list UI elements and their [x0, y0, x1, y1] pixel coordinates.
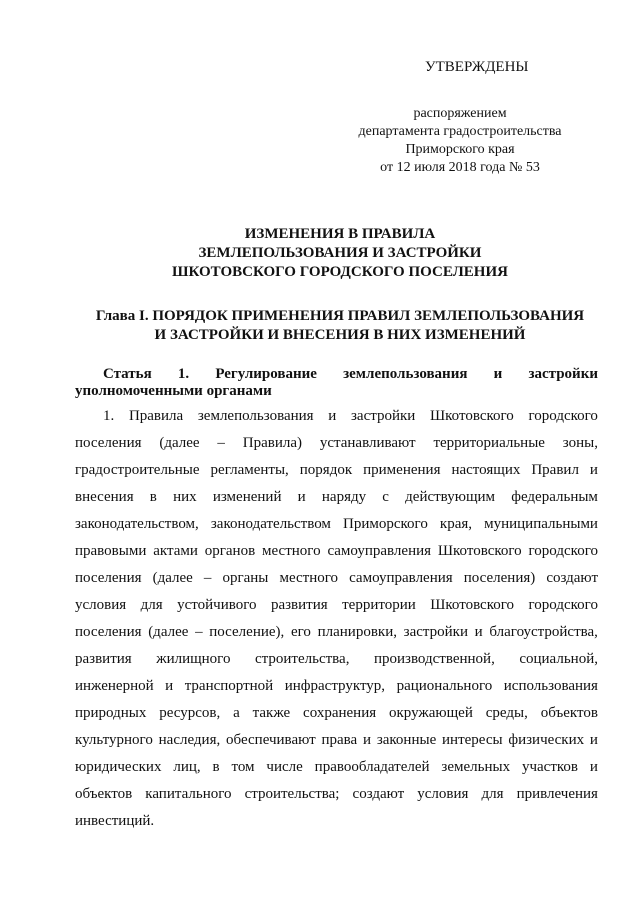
- paragraph-word: применения: [363, 462, 441, 478]
- paragraph-word: зоны,: [562, 435, 598, 451]
- paragraph-word: инфраструктур,: [284, 678, 386, 694]
- paragraph-word: внесения: [75, 489, 134, 505]
- title-line: ШКОТОВСКОГО ГОРОДСКОГО ПОСЕЛЕНИЯ: [172, 264, 508, 280]
- paragraph-word: застройки: [403, 624, 468, 640]
- paragraph-word: строительства,: [254, 651, 350, 667]
- paragraph-word: для: [481, 786, 504, 802]
- paragraph-word: юридических: [75, 759, 162, 775]
- paragraph-word: федеральным: [511, 489, 598, 505]
- paragraph-word: законные: [376, 732, 437, 748]
- paragraph-word: законодательством,: [75, 516, 199, 532]
- paragraph-word: и: [474, 624, 483, 640]
- paragraph-word: (далее: [159, 435, 200, 451]
- paragraph-word: Шкотовского: [437, 543, 522, 559]
- approval-details: [330, 105, 590, 177]
- paragraph-word: создают: [546, 570, 598, 586]
- paragraph-word: развития: [270, 597, 328, 613]
- paragraph-word: градостроительные: [75, 462, 200, 478]
- paragraph-word: в: [149, 489, 157, 505]
- paragraph-word: создают: [352, 786, 405, 802]
- article-heading-word: землепользования: [343, 366, 468, 382]
- paragraph-line: [75, 808, 598, 835]
- paragraph-word: территории: [342, 597, 416, 613]
- approval-stamp-heading: УТВЕРЖДЕНЫ: [425, 59, 529, 75]
- paragraph-word: Шкотовского: [430, 597, 515, 613]
- document-title: [80, 225, 600, 282]
- paragraph-word: Правила: [128, 408, 184, 424]
- paragraph-word: в: [212, 759, 220, 775]
- paragraph-word: Правил: [531, 462, 579, 478]
- paragraph-line: [75, 781, 598, 808]
- paragraph-line: [75, 403, 598, 430]
- paragraph-word: развития: [75, 651, 132, 667]
- paragraph-word: планировки,: [317, 624, 397, 640]
- paragraph-body: [75, 403, 598, 835]
- paragraph-word: и: [297, 489, 306, 505]
- approval-date-line: от 12 июля 2018 года № 53: [380, 160, 540, 175]
- paragraph-word: правовыми: [75, 543, 147, 559]
- paragraph-word: органов: [204, 543, 256, 559]
- article-heading: [75, 366, 598, 400]
- paragraph-word: территориальные: [433, 435, 545, 451]
- paragraph-word: поселения: [75, 624, 142, 640]
- paragraph-word: для: [140, 597, 163, 613]
- paragraph-word: интересы: [442, 732, 503, 748]
- paragraph-word: городского: [528, 597, 598, 613]
- article-heading-line-1: [75, 366, 598, 383]
- paragraph-line: [75, 484, 598, 511]
- paragraph-word: регламенты,: [210, 462, 289, 478]
- paragraph-word: Приморского: [343, 516, 428, 532]
- paragraph-word: рационального: [396, 678, 493, 694]
- paragraph-word: природных: [75, 705, 147, 721]
- paragraph-word: наследия,: [158, 732, 221, 748]
- paragraph-line: [75, 457, 598, 484]
- paragraph-word: транспортной: [184, 678, 274, 694]
- title-line: ЗЕМЛЕПОЛЬЗОВАНИЯ И ЗАСТРОЙКИ: [198, 245, 482, 261]
- paragraph-line: [75, 592, 598, 619]
- paragraph-word: лиц,: [173, 759, 201, 775]
- paragraph-word: устойчивого: [177, 597, 257, 613]
- paragraph-word: земельных: [441, 759, 511, 775]
- paragraph-word: права: [321, 732, 358, 748]
- paragraph-word: Правила): [242, 435, 302, 451]
- paragraph-word: инженерной: [75, 678, 154, 694]
- paragraph-line: [75, 511, 598, 538]
- paragraph-word: производственной,: [373, 651, 495, 667]
- paragraph-word: физических: [508, 732, 585, 748]
- article-heading-line-2: уполномоченными органами: [75, 383, 272, 399]
- paragraph-word: и: [589, 759, 598, 775]
- paragraph-word: и: [165, 678, 174, 694]
- approval-line: департамента градостроительства: [358, 124, 562, 139]
- approval-line: Приморского края: [405, 142, 515, 157]
- paragraph-line: [75, 430, 598, 457]
- paragraph-word: обеспечивают: [226, 732, 316, 748]
- paragraph-word: его: [290, 624, 311, 640]
- chapter-line: Глава I. ПОРЯДОК ПРИМЕНЕНИЯ ПРАВИЛ ЗЕМЛЕПОЛЬЗОВАНИЯ: [95, 308, 585, 324]
- paragraph-line: [75, 565, 598, 592]
- paragraph-word: объектов: [75, 786, 133, 802]
- paragraph-word: порядок: [299, 462, 353, 478]
- paragraph-word: окружающей: [389, 705, 473, 721]
- article-heading-word: Регулирование: [215, 366, 317, 382]
- paragraph-word: объектов: [540, 705, 598, 721]
- paragraph-word: культурного: [75, 732, 153, 748]
- paragraph-word: с: [382, 489, 389, 505]
- paragraph-word: органы: [222, 570, 269, 586]
- paragraph-word: инвестиций.: [75, 813, 155, 829]
- paragraph-word: капитального: [145, 786, 232, 802]
- paragraph-word: застройки: [351, 408, 416, 424]
- paragraph-word: настоящих: [451, 462, 521, 478]
- paragraph-word: и: [363, 732, 372, 748]
- paragraph-word: а: [233, 705, 240, 721]
- paragraph-word: –: [203, 570, 212, 586]
- paragraph-line: [75, 700, 598, 727]
- paragraph-word: городского: [528, 543, 598, 559]
- paragraph-word: актами: [153, 543, 198, 559]
- paragraph-line: [75, 538, 598, 565]
- paragraph-word: края,: [439, 516, 473, 532]
- article-heading-word: 1.: [177, 366, 190, 382]
- paragraph-word: строительства;: [244, 786, 340, 802]
- paragraph-word: привлечения: [516, 786, 598, 802]
- paragraph-word: муниципальными: [484, 516, 598, 532]
- paragraph-word: том: [231, 759, 255, 775]
- paragraph-word: социальной,: [519, 651, 598, 667]
- paragraph-word: условия: [417, 786, 469, 802]
- paragraph-word: и: [589, 462, 598, 478]
- paragraph-word: и: [328, 408, 337, 424]
- title-line: ИЗМЕНЕНИЯ В ПРАВИЛА: [244, 226, 436, 242]
- chapter-heading: [80, 307, 600, 345]
- paragraph-word: местного: [279, 570, 338, 586]
- paragraph-word: действующим: [405, 489, 496, 505]
- paragraph-word: поселения): [463, 570, 536, 586]
- paragraph-word: (далее: [152, 570, 193, 586]
- paragraph-word: 1.: [103, 408, 115, 424]
- paragraph-word: самоуправления: [349, 570, 453, 586]
- paragraph-word: изменений: [212, 489, 282, 505]
- paragraph-word: участков: [521, 759, 578, 775]
- paragraph-word: –: [195, 624, 203, 640]
- article-heading-word: и: [493, 366, 503, 382]
- paragraph-word: поселения: [75, 435, 142, 451]
- paragraph-word: них: [173, 489, 197, 505]
- paragraph-word: законодательством: [210, 516, 331, 532]
- paragraph-word: местного: [262, 543, 321, 559]
- paragraph-word: благоустройства,: [489, 624, 598, 640]
- paragraph-word: –: [217, 435, 225, 451]
- article-heading-word: Статья: [103, 366, 152, 382]
- paragraph-word: среды,: [485, 705, 528, 721]
- paragraph-word: (далее: [148, 624, 189, 640]
- paragraph-word: и: [589, 732, 598, 748]
- paragraph-word: самоуправления: [327, 543, 432, 559]
- paragraph-line: [75, 619, 598, 646]
- paragraph-word: условия: [75, 597, 127, 613]
- paragraph-word: поселение),: [209, 624, 285, 640]
- paragraph-word: землепользования: [197, 408, 314, 424]
- article-heading-word: застройки: [528, 366, 598, 382]
- paragraph-word: также: [252, 705, 291, 721]
- paragraph-word: сохранения: [303, 705, 377, 721]
- paragraph-word: Шкотовского: [430, 408, 514, 424]
- paragraph-line: [75, 727, 598, 754]
- paragraph-line: [75, 646, 598, 673]
- paragraph-word: устанавливают: [319, 435, 416, 451]
- paragraph-line: [75, 673, 598, 700]
- paragraph-word: числе: [266, 759, 303, 775]
- paragraph-word: городского: [528, 408, 598, 424]
- paragraph-word: жилищного: [156, 651, 231, 667]
- paragraph-line: [75, 754, 598, 781]
- chapter-line: И ЗАСТРОЙКИ И ВНЕСЕНИЯ В НИХ ИЗМЕНЕНИЙ: [154, 327, 526, 343]
- paragraph-word: наряду: [321, 489, 367, 505]
- paragraph-word: поселения: [75, 570, 142, 586]
- paragraph-word: правообладателей: [314, 759, 430, 775]
- paragraph-word: использования: [503, 678, 598, 694]
- approval-line: распоряжением: [413, 106, 507, 121]
- paragraph-word: ресурсов,: [159, 705, 221, 721]
